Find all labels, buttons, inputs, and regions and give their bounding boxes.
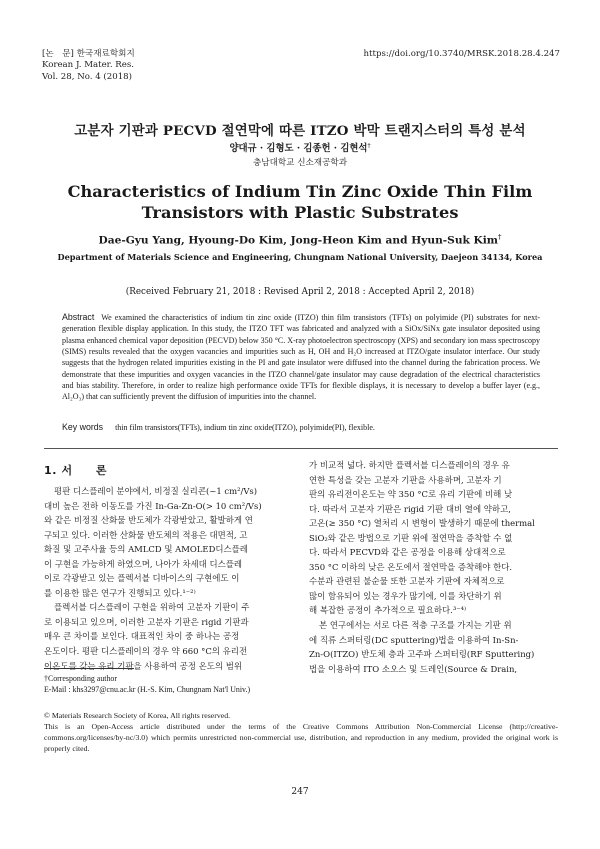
doi-link[interactable]: https://doi.org/10.3740/MRSK.2018.28.4.247 [363, 49, 560, 59]
page-number: 247 [291, 787, 309, 797]
corresponding-mark-en: † [498, 233, 502, 241]
body-line: 고온(≥ 350 °C) 열처리 시 변형이 발생하기 때문에 thermal [309, 518, 535, 529]
footnote-corresponding: †Corresponding author [44, 674, 117, 683]
authors-korean [0, 140, 600, 154]
affiliation-korean: 충남대학교 신소재공학과 [252, 158, 348, 168]
body-line: 350 °C 이하의 낮은 온도에서 절연막을 증착해야 한다. [309, 561, 513, 572]
title-korean: 고분자 기판과 PECVD 절연막에 따른 ITZO 박막 트랜지스터의 특성 분석 [74, 123, 526, 139]
authors-english [0, 233, 600, 247]
body-column-right [309, 458, 557, 676]
received-dates: (Received February 21, 2018 : Revised April 2, 2018 : Accepted April 2, 2018) [125, 287, 475, 297]
body-line: 를 이용한 많은 연구가 진행되고 있다.¹⁻²⁾ [44, 587, 196, 598]
keywords-text: thin film transistors(TFTs), indium tin zinc oxide(ITZO), polyimide(PI), flexible. [115, 423, 375, 432]
footnote-divider [44, 668, 134, 669]
body-line: 판의 유리전이온도는 약 350 °C로 유리 기판에 비해 낮 [309, 489, 513, 500]
abstract-label: Abstract [62, 312, 95, 322]
body-line: 평판 디스플레이 분야에서, 비정질 실리콘(~1 cm²/Vs) [54, 486, 258, 496]
journal-volume: Vol. 28, No. 4 (2018) [42, 71, 132, 82]
body-line: 이 구현을 가능하게 하였으며, 나아가 차세대 디스플레 [44, 558, 243, 569]
body-line: 이로 각광받고 있는 플렉서블 디바이스의 구현에도 이 [44, 573, 240, 584]
footnote [44, 673, 250, 695]
body-line: 법을 이용하여 ITO 소오스 및 드레인(Source & Drain, [309, 663, 518, 674]
body-line: 매우 큰 차이를 보인다. 대표적인 차이 중 하나는 공정 [44, 631, 240, 642]
body-line: Zn-O(ITZO) 반도체 층과 고주파 스퍼터링(RF Sputtering) [309, 649, 535, 660]
section-divider [44, 448, 558, 449]
body-line: 수분과 관련된 불순물 또한 고분자 기판에 자체적으로 [309, 576, 505, 587]
journal-name-ko: [논 문] 한국재료학회지 [42, 49, 135, 59]
body-column-left [44, 484, 294, 673]
authors-korean-names: 양대규 · 김형도 · 김종헌 · 김현석 [229, 143, 368, 154]
corresponding-mark: † [367, 142, 371, 149]
body-line: 많이 함유되어 있는 경우가 많기에, 이를 차단하기 위 [309, 590, 502, 601]
body-line: 연한 특성을 갖는 고분자 기판을 사용하며, 고분자 기 [309, 474, 502, 485]
body-line: 플렉서블 디스플레이 구현을 위하여 고분자 기판이 주 [54, 602, 250, 613]
body-line: 온도이다. 평판 디스플레이의 경우 약 660 °C의 유리전 [44, 646, 248, 657]
title-english: Characteristics of Indium Tin Zinc Oxide Thin Film Transistors with Plastic Substrates [67, 182, 533, 222]
license-notice [44, 710, 558, 754]
keywords [62, 422, 540, 432]
body-line: 에 직류 스퍼터링(DC sputtering)법을 이용하여 In-Sn- [309, 634, 519, 645]
body-line: 와 같은 비정질 산화물 반도체가 각광받았고, 활발하게 연 [44, 515, 253, 526]
body-line: 대비 높은 전하 이동도를 가진 In-Ga-Zn-O(> 10 cm²/Vs) [44, 500, 262, 511]
copyright-line: © Materials Research Society of Korea, All rights reserved. [44, 711, 231, 720]
affiliation-english: Department of Materials Science and Engineering, Chungnam National University, Daejeon 34134, Korea [57, 252, 543, 262]
body-line: SiO₂와 같은 방법으로 기판 위에 절연막을 증착할 수 없 [309, 532, 513, 543]
body-line: 이온도를 갖는 유리 기판을 사용하여 공정 온도의 범위 [44, 660, 243, 671]
body-line: 해 복잡한 공정이 추가적으로 필요하다.³⁻⁴⁾ [309, 605, 467, 616]
keywords-label: Key words [62, 422, 104, 432]
body-line: 본 연구에서는 서로 다른 적층 구조를 가지는 기판 위 [319, 620, 512, 631]
body-line: 화질 및 고주사율 등의 AMLCD 및 AMOLED디스플레 [44, 544, 248, 555]
body-line: 다. 따라서 고분자 기판은 rigid 기판 대비 열에 약하고, [309, 503, 511, 514]
abstract [62, 312, 540, 403]
authors-english-names: Dae-Gyu Yang, Hyoung-Do Kim, Jong-Heon Kim and Hyun-Suk Kim [98, 234, 498, 247]
footnote-email: E-Mail : khs3297@cnu.ac.kr (H.-S. Kim, Chungnam Nat'l Univ.) [44, 685, 251, 695]
section-heading-introduction: 1. 서 론 [44, 464, 108, 477]
body-line: 구되고 있다. 이러한 산화물 반도체의 적용은 대면적, 고 [44, 529, 248, 540]
license-text: This is an Open-Access article distributed under the terms of the Creative Commons Attribution Non-Commercial License (http://creative-commons.org/licenses/by-nc/3.0) which permits unrestricted non-commercial use, distribution, and reproduction in any medium, provided the original work is properly cited. [44, 722, 558, 754]
journal-header [42, 49, 135, 83]
body-line: 다. 따라서 PECVD와 같은 공정을 이용해 상대적으로 [309, 547, 506, 558]
abstract-text: We examined the characteristics of indium tin zinc oxide (ITZO) thin film transistors (TFTs) on polyimide (PI) substrates for next-generation flexible display application. In this study, the ITZO TFT was fabricated and analyzed with a SiOx/SiNx gate insulator deposited using plasma enhanced chemical vapor deposition (PECVD) below 350 °C. X-ray photoelectron spectroscopy (XPS) and secondary ion mass spectroscopy (SIMS) results revealed that the oxygen vacancies and impurities such as H, OH and H₂O increased at ITZO/gate insulator interface. Our study suggests that the hydrogen related impurities existing in the PI and gate insulator were diffused into the channel during the fabrication process. We demonstrate that these impurities and oxygen vacancies in the ITZO channel/gate insulator may cause degradation of the electrical characteristics and bias stability. Therefore, in order to realize high performance oxide TFTs for flexible displays, it is necessary to develop a buffer layer (e.g., Al₂O₃) that can sufficiently prevent the diffusion of impurities into the channel. [62, 313, 541, 402]
body-line: 로 이용되고 있으며, 이러한 고분자 기판은 rigid 기판과 [44, 616, 249, 627]
journal-name-en: Korean J. Mater. Res. [42, 60, 134, 71]
body-line: 가 비교적 넓다. 하지만 플렉서블 디스플레이의 경우 유 [309, 460, 510, 470]
